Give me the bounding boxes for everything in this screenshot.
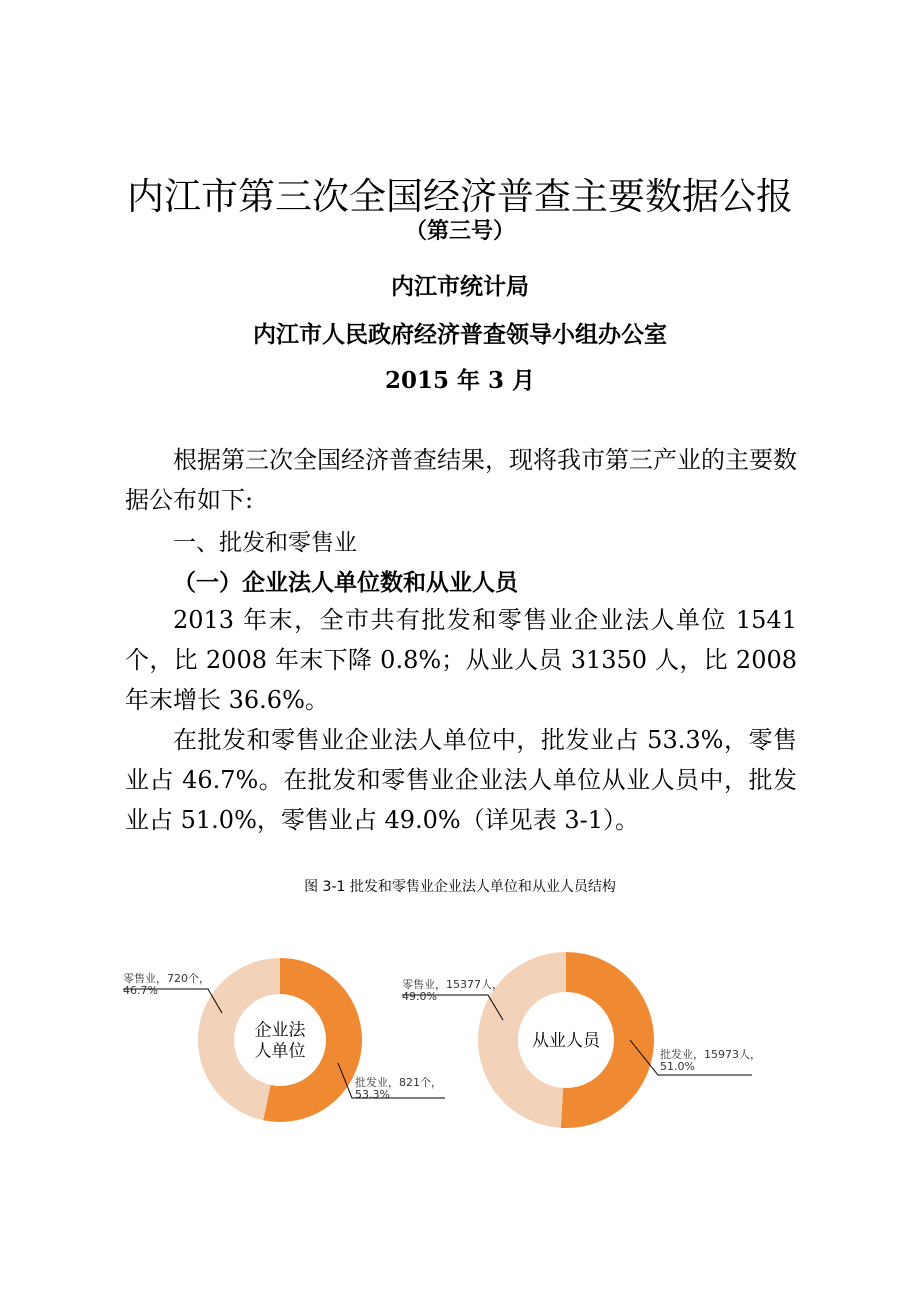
- data-label: 批发业，821个，: [355, 1076, 442, 1089]
- intro-paragraph: 根据第三次全国经济普查结果，现将我市第三产业的主要数据公布如下:: [125, 446, 797, 514]
- section-heading: 一、批发和零售业: [173, 530, 357, 556]
- donut-charts: [0, 940, 920, 1160]
- figure-caption: 图 3-1 批发和零售业企业法人单位和从业人员结构: [304, 879, 616, 895]
- donut-center-label: 从业人员: [532, 1031, 600, 1051]
- data-label-percent: 46.7%: [123, 984, 158, 997]
- donut-center-label: 人单位: [254, 1041, 306, 1062]
- data-label: 零售业，15377人，: [402, 978, 503, 991]
- publication-date: 2015 年 3 月: [384, 367, 536, 394]
- charts-svg: [0, 940, 920, 1160]
- paragraph-units-employees: 2013 年末，全市共有批发和零售业企业法人单位 1541 个，比 2008 年末下降 0.8%；从业人员 31350 人，比 2008 年末增长 36.6%。: [125, 606, 797, 714]
- page-title: 内江市第三次全国经济普查主要数据公报: [127, 175, 793, 218]
- bulletin-number: （第三号）: [404, 218, 515, 244]
- data-label: 零售业，720个，: [123, 972, 210, 985]
- paragraph-structure: 在批发和零售业企业法人单位中，批发业占 53.3%，零售业占 46.7%。在批发和零售业企业法人单位从业人员中，批发业占 51.0%，零售业占 49.0%（详见表 3-1）。: [125, 726, 797, 834]
- data-label-percent: 51.0%: [660, 1060, 695, 1073]
- data-label-percent: 49.0%: [402, 990, 437, 1003]
- issuer-statistics-bureau: 内江市统计局: [391, 273, 529, 300]
- issuer-census-office: 内江市人民政府经济普查领导小组办公室: [253, 321, 667, 348]
- subsection-heading: （一）企业法人单位数和从业人员: [173, 569, 518, 596]
- data-label-percent: 53.3%: [355, 1088, 390, 1101]
- donut-center-label: 企业法: [254, 1020, 306, 1041]
- data-label: 批发业，15973人，: [660, 1048, 761, 1061]
